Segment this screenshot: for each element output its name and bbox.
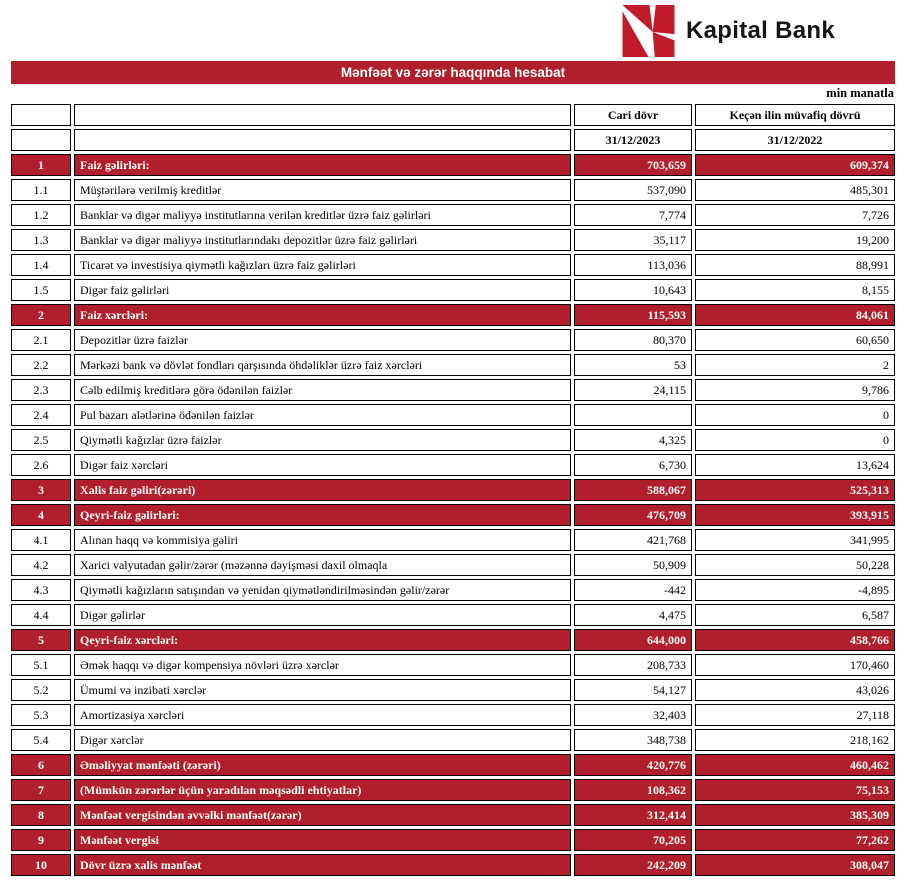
brand-header (11, 0, 895, 61)
row-value-previous: 609,374 (695, 154, 895, 176)
row-number: 1.2 (11, 204, 71, 226)
row-number: 2 (11, 304, 71, 326)
row-number: 1.1 (11, 179, 71, 201)
table-row (11, 504, 895, 526)
row-value-current: 537,090 (574, 179, 692, 201)
row-label: Qeyri-faiz gəlirləri: (74, 504, 571, 526)
table-row (11, 429, 895, 451)
row-value-current: 4,475 (574, 604, 692, 626)
row-number: 4 (11, 504, 71, 526)
table-row (11, 679, 895, 701)
row-value-current (574, 404, 692, 426)
row-value-current: 10,643 (574, 279, 692, 301)
row-number: 4.2 (11, 554, 71, 576)
row-label: Cəlb edilmiş kreditlərə görə ödənilən faizlər (74, 379, 571, 401)
row-label: Amortizasiya xərcləri (74, 704, 571, 726)
row-value-previous: 2 (695, 354, 895, 376)
row-number: 5 (11, 629, 71, 651)
row-label: Alınan haqq və kommisiya gəliri (74, 529, 571, 551)
row-value-previous: 525,313 (695, 479, 895, 501)
row-label: Mərkəzi bank və dövlət fondları qarşısında öhdəliklər üzrə faiz xərcləri (74, 354, 571, 376)
row-label: Əmək haqqı və digər kompensiya növləri üzrə xərclər (74, 654, 571, 676)
row-value-current: 208,733 (574, 654, 692, 676)
row-label: Əməliyyat mənfəəti (zərəri) (74, 754, 571, 776)
row-number: 10 (11, 854, 71, 876)
row-value-current: 242,209 (574, 854, 692, 876)
row-value-current: 588,067 (574, 479, 692, 501)
brand-name: Kapital Bank (686, 16, 835, 44)
row-label: Digər faiz gəlirləri (74, 279, 571, 301)
row-label: Qeyri-faiz xərcləri: (74, 629, 571, 651)
row-value-previous: 308,047 (695, 854, 895, 876)
row-value-previous: 75,153 (695, 779, 895, 801)
table-row (11, 279, 895, 301)
row-number: 5.2 (11, 679, 71, 701)
row-label: (Mümkün zərərlər üçün yaradılan məqsədli ehtiyatlar) (74, 779, 571, 801)
row-value-current: 115,593 (574, 304, 692, 326)
table-row (11, 179, 895, 201)
table-row (11, 829, 895, 851)
row-value-previous: 7,726 (695, 204, 895, 226)
table-row (11, 229, 895, 251)
table-row (11, 854, 895, 876)
row-value-current: 6,730 (574, 454, 692, 476)
table-row (11, 404, 895, 426)
row-value-current: 32,403 (574, 704, 692, 726)
table-row (11, 629, 895, 651)
row-number: 1.4 (11, 254, 71, 276)
row-value-current: 312,414 (574, 804, 692, 826)
row-value-previous: 84,061 (695, 304, 895, 326)
row-label: Mənfəət vergisindən əvvəlki mənfəət(zərər) (74, 804, 571, 826)
table-row (11, 654, 895, 676)
unit-note: min manatla (826, 86, 894, 100)
row-label: Xarici valyutadan gəlir/zərər (məzənnə dəyişməsi daxil olmaqla (74, 554, 571, 576)
row-value-current: 348,738 (574, 729, 692, 751)
row-label: Ticarət və investisiya qiymətli kağızları üzrə faiz gəlirləri (74, 254, 571, 276)
row-label: Banklar və digər maliyyə institutlarındakı depozitlər üzrə faiz gəlirləri (74, 229, 571, 251)
row-value-previous: 13,624 (695, 454, 895, 476)
row-number: 2.4 (11, 404, 71, 426)
row-value-previous: 170,460 (695, 654, 895, 676)
row-value-current: 35,117 (574, 229, 692, 251)
table-row (11, 754, 895, 776)
row-value-current: 50,909 (574, 554, 692, 576)
row-value-current: 421,768 (574, 529, 692, 551)
row-label: Depozitlər üzrə faizlər (74, 329, 571, 351)
row-value-previous: 393,915 (695, 504, 895, 526)
table-row (11, 204, 895, 226)
row-value-previous: 50,228 (695, 554, 895, 576)
row-number: 5.1 (11, 654, 71, 676)
table-row (11, 779, 895, 801)
row-label: Qiymətli kağızların satışından və yenidən qiymətləndirilməsindən gəlir/zərər (74, 579, 571, 601)
table-row (11, 804, 895, 826)
row-number: 2.6 (11, 454, 71, 476)
row-label: Ümumi və inzibati xərclər (74, 679, 571, 701)
table-row (11, 379, 895, 401)
table-row (11, 579, 895, 601)
row-value-previous: 485,301 (695, 179, 895, 201)
row-label: Digər xərclər (74, 729, 571, 751)
row-label: Digər gəlirlər (74, 604, 571, 626)
row-label: Dövr üzrə xalis mənfəət (74, 854, 571, 876)
row-label: Xalis faiz gəliri(zərəri) (74, 479, 571, 501)
row-value-previous: 0 (695, 429, 895, 451)
row-label: Banklar və digər maliyyə institutlarına verilən kreditlər üzrə faiz gəlirləri (74, 204, 571, 226)
row-number: 2.1 (11, 329, 71, 351)
row-value-current: 7,774 (574, 204, 692, 226)
header-empty-cell (74, 104, 571, 126)
row-value-current: 24,115 (574, 379, 692, 401)
table-row (11, 554, 895, 576)
row-value-previous: 0 (695, 404, 895, 426)
row-value-previous: -4,895 (695, 579, 895, 601)
brand-logo (622, 5, 835, 57)
row-label: Pul bazarı alətlərinə ödənilən faizlər (74, 404, 571, 426)
row-value-previous: 60,650 (695, 329, 895, 351)
row-value-previous: 341,995 (695, 529, 895, 551)
row-number: 8 (11, 804, 71, 826)
table-row (11, 329, 895, 351)
row-value-previous: 385,309 (695, 804, 895, 826)
row-value-previous: 218,162 (695, 729, 895, 751)
table-row (11, 304, 895, 326)
row-value-previous: 458,766 (695, 629, 895, 651)
row-number: 4.3 (11, 579, 71, 601)
row-value-current: 70,205 (574, 829, 692, 851)
row-number: 1.5 (11, 279, 71, 301)
row-number: 2.2 (11, 354, 71, 376)
row-value-previous: 19,200 (695, 229, 895, 251)
row-value-current: 54,127 (574, 679, 692, 701)
row-value-previous: 8,155 (695, 279, 895, 301)
row-value-current: 80,370 (574, 329, 692, 351)
row-value-previous: 6,587 (695, 604, 895, 626)
row-value-current: 703,659 (574, 154, 692, 176)
col-header-current: Cari dövr (574, 104, 692, 126)
report-title: Mənfəət və zərər haqqında hesabat (340, 65, 566, 80)
row-number: 1 (11, 154, 71, 176)
row-number: 2.3 (11, 379, 71, 401)
row-label: Digər faiz xərcləri (74, 454, 571, 476)
row-number: 4.4 (11, 604, 71, 626)
row-number: 9 (11, 829, 71, 851)
table-row (11, 454, 895, 476)
row-number: 6 (11, 754, 71, 776)
row-number: 5.3 (11, 704, 71, 726)
table-row (11, 729, 895, 751)
report-title-bar (11, 61, 895, 84)
col-header-previous: Keçən ilin müvafiq dövrü (695, 104, 895, 126)
row-value-current: -442 (574, 579, 692, 601)
row-number: 5.4 (11, 729, 71, 751)
table-row (11, 154, 895, 176)
header-empty-cell (11, 104, 71, 126)
row-value-previous: 460,462 (695, 754, 895, 776)
table-row (11, 529, 895, 551)
row-value-previous: 27,118 (695, 704, 895, 726)
table-row (11, 354, 895, 376)
kapital-bank-logo-icon (622, 5, 675, 57)
row-number: 3 (11, 479, 71, 501)
table-date-row (11, 129, 895, 151)
row-value-previous: 88,991 (695, 254, 895, 276)
row-value-previous: 43,026 (695, 679, 895, 701)
row-number: 4.1 (11, 529, 71, 551)
header-empty-cell (11, 129, 71, 151)
row-value-current: 420,776 (574, 754, 692, 776)
col-date-current: 31/12/2023 (574, 129, 692, 151)
row-label: Qiymətli kağızlar üzrə faizlər (74, 429, 571, 451)
table-row (11, 704, 895, 726)
row-number: 2.5 (11, 429, 71, 451)
row-value-previous: 77,262 (695, 829, 895, 851)
row-value-current: 476,709 (574, 504, 692, 526)
row-label: Faiz xərcləri: (74, 304, 571, 326)
table-row (11, 479, 895, 501)
row-value-current: 113,036 (574, 254, 692, 276)
row-label: Müştərilərə verilmiş kreditlər (74, 179, 571, 201)
col-date-previous: 31/12/2022 (695, 129, 895, 151)
row-number: 7 (11, 779, 71, 801)
table-header-row (11, 104, 895, 126)
row-value-previous: 9,786 (695, 379, 895, 401)
header-empty-cell (74, 129, 571, 151)
row-value-current: 53 (574, 354, 692, 376)
row-value-current: 108,362 (574, 779, 692, 801)
row-value-current: 644,000 (574, 629, 692, 651)
row-label: Faiz gəlirləri: (74, 154, 571, 176)
row-number: 1.3 (11, 229, 71, 251)
row-label: Mənfəət vergisi (74, 829, 571, 851)
table-row (11, 604, 895, 626)
pnl-table (8, 101, 898, 879)
table-row (11, 254, 895, 276)
row-value-current: 4,325 (574, 429, 692, 451)
